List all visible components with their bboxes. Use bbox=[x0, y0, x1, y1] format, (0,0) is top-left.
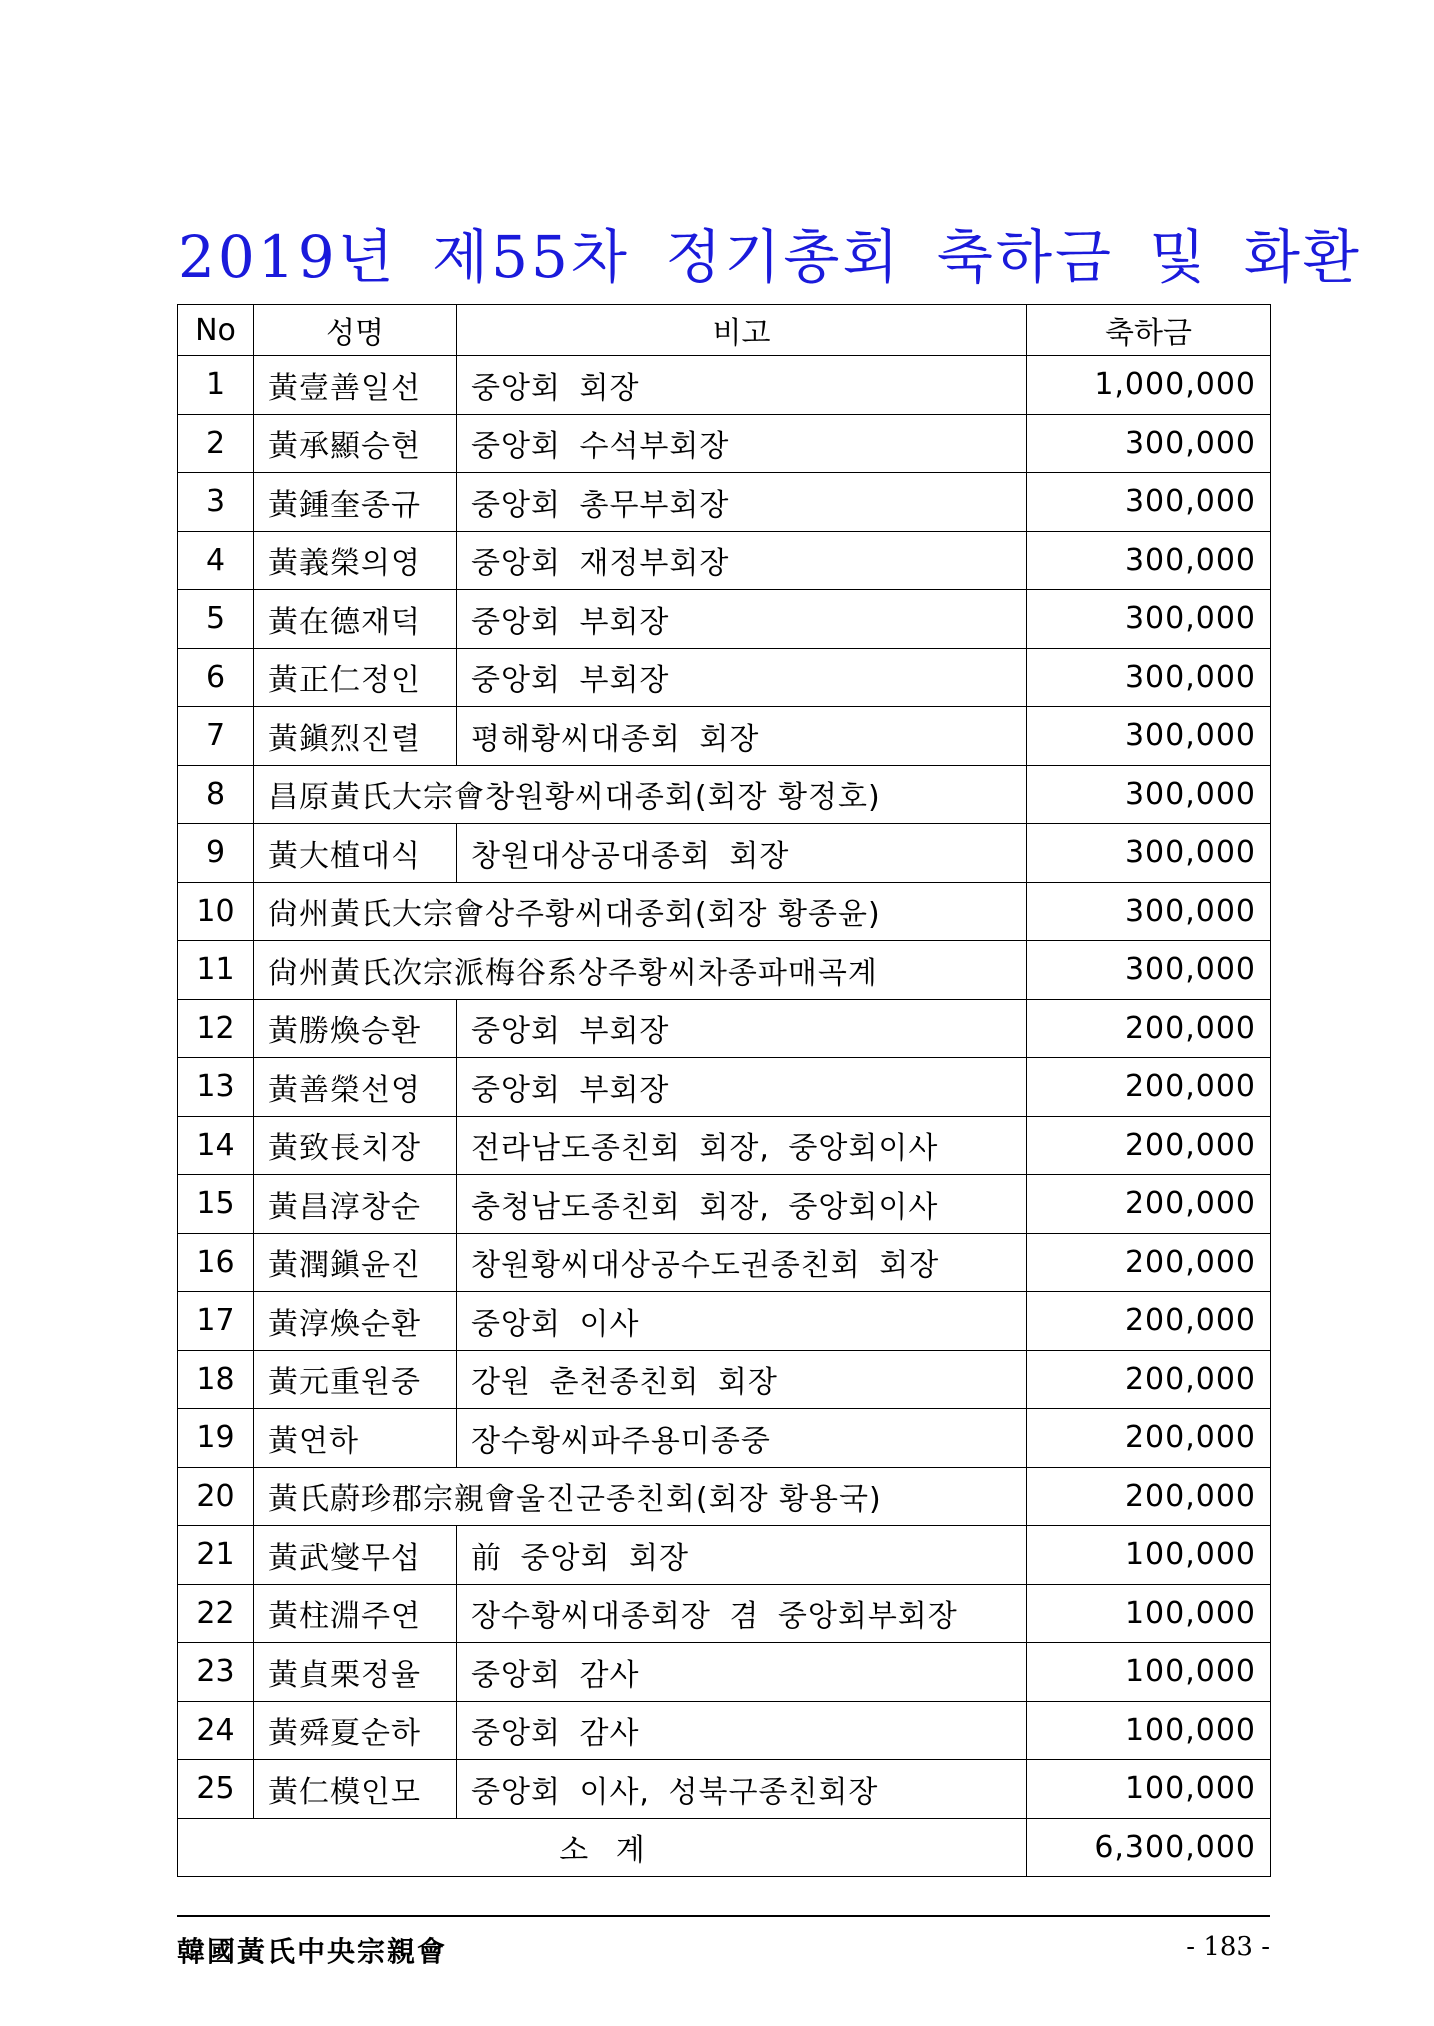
row-number: 15 bbox=[178, 1175, 254, 1234]
table-row bbox=[178, 414, 1271, 473]
row-note: 창원대상공대종회 회장 bbox=[457, 824, 1027, 883]
row-number: 4 bbox=[178, 531, 254, 590]
total-row bbox=[178, 1818, 1271, 1877]
row-amount: 100,000 bbox=[1027, 1760, 1271, 1819]
row-note: 중앙회 이사 bbox=[457, 1292, 1027, 1351]
table-row bbox=[178, 1292, 1271, 1351]
row-number: 11 bbox=[178, 941, 254, 1000]
row-number: 20 bbox=[178, 1467, 254, 1526]
footer-divider bbox=[177, 1915, 1270, 1917]
row-note: 중앙회 이사, 성북구종친회장 bbox=[457, 1760, 1027, 1819]
table-row bbox=[178, 941, 1271, 1000]
row-amount: 300,000 bbox=[1027, 590, 1271, 649]
table-row bbox=[178, 824, 1271, 883]
page-number: - 183 - bbox=[1186, 1932, 1270, 1962]
row-amount: 200,000 bbox=[1027, 1409, 1271, 1468]
table-row bbox=[178, 1233, 1271, 1292]
row-number: 8 bbox=[178, 765, 254, 824]
row-number: 6 bbox=[178, 648, 254, 707]
row-note: 평해황씨대종회 회장 bbox=[457, 707, 1027, 766]
row-number: 17 bbox=[178, 1292, 254, 1351]
row-name: 黃昌淳창순 bbox=[254, 1175, 457, 1234]
table-row bbox=[178, 648, 1271, 707]
row-number: 16 bbox=[178, 1233, 254, 1292]
table-row bbox=[178, 1584, 1271, 1643]
row-amount: 300,000 bbox=[1027, 765, 1271, 824]
row-note: 중앙회 부회장 bbox=[457, 648, 1027, 707]
header-name: 성명 bbox=[254, 305, 457, 356]
row-amount: 100,000 bbox=[1027, 1643, 1271, 1702]
row-amount: 300,000 bbox=[1027, 648, 1271, 707]
row-number: 1 bbox=[178, 356, 254, 415]
row-name: 黃柱淵주연 bbox=[254, 1584, 457, 1643]
row-amount: 300,000 bbox=[1027, 882, 1271, 941]
row-name: 黃元重원중 bbox=[254, 1350, 457, 1409]
row-number: 21 bbox=[178, 1526, 254, 1585]
row-name: 黃淳煥순환 bbox=[254, 1292, 457, 1351]
row-name: 黃致長치장 bbox=[254, 1116, 457, 1175]
row-amount: 300,000 bbox=[1027, 707, 1271, 766]
header-amount: 축하금 bbox=[1027, 305, 1271, 356]
row-number: 3 bbox=[178, 473, 254, 532]
table-row bbox=[178, 356, 1271, 415]
table-row bbox=[178, 473, 1271, 532]
row-note: 중앙회 수석부회장 bbox=[457, 414, 1027, 473]
row-name-note: 尙州黃氏大宗會상주황씨대종회(회장 황종윤) bbox=[254, 882, 1027, 941]
row-amount: 100,000 bbox=[1027, 1584, 1271, 1643]
row-amount: 100,000 bbox=[1027, 1526, 1271, 1585]
row-name: 黃承顯승현 bbox=[254, 414, 457, 473]
row-amount: 300,000 bbox=[1027, 531, 1271, 590]
row-amount: 300,000 bbox=[1027, 941, 1271, 1000]
row-name: 黃舜夏순하 bbox=[254, 1701, 457, 1760]
row-name: 黃연하 bbox=[254, 1409, 457, 1468]
row-number: 14 bbox=[178, 1116, 254, 1175]
row-number: 18 bbox=[178, 1350, 254, 1409]
footer-org-name: 韓國黃氏中央宗親會 bbox=[177, 1935, 448, 1968]
row-name-note: 尙州黃氏次宗派梅谷系상주황씨차종파매곡계 bbox=[254, 941, 1027, 1000]
row-number: 2 bbox=[178, 414, 254, 473]
row-number: 23 bbox=[178, 1643, 254, 1702]
row-name: 黃在德재덕 bbox=[254, 590, 457, 649]
row-number: 9 bbox=[178, 824, 254, 883]
row-amount: 200,000 bbox=[1027, 1058, 1271, 1117]
table-row bbox=[178, 1701, 1271, 1760]
row-amount: 200,000 bbox=[1027, 1292, 1271, 1351]
table-row bbox=[178, 1175, 1271, 1234]
row-name: 黃大植대식 bbox=[254, 824, 457, 883]
table-row bbox=[178, 1643, 1271, 1702]
row-name: 黃武燮무섭 bbox=[254, 1526, 457, 1585]
row-note: 장수황씨대종회장 겸 중앙회부회장 bbox=[457, 1584, 1027, 1643]
donation-table bbox=[177, 304, 1271, 1877]
row-note: 전라남도종친회 회장, 중앙회이사 bbox=[457, 1116, 1027, 1175]
row-note: 중앙회 감사 bbox=[457, 1701, 1027, 1760]
page-title: 2019년 제55차 정기총회 축하금 및 화환 bbox=[178, 223, 1362, 291]
row-number: 7 bbox=[178, 707, 254, 766]
table-row bbox=[178, 1058, 1271, 1117]
row-amount: 300,000 bbox=[1027, 473, 1271, 532]
row-name: 黃勝煥승환 bbox=[254, 999, 457, 1058]
row-note: 前 중앙회 회장 bbox=[457, 1526, 1027, 1585]
total-amount: 6,300,000 bbox=[1027, 1818, 1271, 1877]
row-note: 중앙회 회장 bbox=[457, 356, 1027, 415]
row-amount: 300,000 bbox=[1027, 414, 1271, 473]
table-row bbox=[178, 1467, 1271, 1526]
row-name: 黃正仁정인 bbox=[254, 648, 457, 707]
row-note: 중앙회 부회장 bbox=[457, 999, 1027, 1058]
table-row bbox=[178, 1350, 1271, 1409]
row-number: 19 bbox=[178, 1409, 254, 1468]
table-header-row bbox=[178, 305, 1271, 356]
row-amount: 300,000 bbox=[1027, 824, 1271, 883]
row-amount: 200,000 bbox=[1027, 1467, 1271, 1526]
row-name: 黃仁模인모 bbox=[254, 1760, 457, 1819]
row-name: 黃善榮선영 bbox=[254, 1058, 457, 1117]
row-name: 黃義榮의영 bbox=[254, 531, 457, 590]
row-name-note: 黃氏蔚珍郡宗親會울진군종친회(회장 황용국) bbox=[254, 1467, 1027, 1526]
row-number: 25 bbox=[178, 1760, 254, 1819]
row-note: 중앙회 부회장 bbox=[457, 590, 1027, 649]
row-number: 10 bbox=[178, 882, 254, 941]
table-row bbox=[178, 1526, 1271, 1585]
row-amount: 100,000 bbox=[1027, 1701, 1271, 1760]
row-amount: 200,000 bbox=[1027, 1350, 1271, 1409]
table-row bbox=[178, 882, 1271, 941]
table-row bbox=[178, 707, 1271, 766]
table-row bbox=[178, 1409, 1271, 1468]
row-number: 5 bbox=[178, 590, 254, 649]
table-row bbox=[178, 590, 1271, 649]
table-row bbox=[178, 999, 1271, 1058]
row-amount: 200,000 bbox=[1027, 1175, 1271, 1234]
row-amount: 200,000 bbox=[1027, 1233, 1271, 1292]
table-row bbox=[178, 1116, 1271, 1175]
row-name: 黃潤鎭윤진 bbox=[254, 1233, 457, 1292]
row-note: 중앙회 감사 bbox=[457, 1643, 1027, 1702]
row-name: 黃鎭烈진렬 bbox=[254, 707, 457, 766]
total-label: 소 계 bbox=[178, 1818, 1027, 1877]
header-no: No bbox=[178, 305, 254, 356]
header-note: 비고 bbox=[457, 305, 1027, 356]
row-number: 13 bbox=[178, 1058, 254, 1117]
row-name-note: 昌原黃氏大宗會창원황씨대종회(회장 황정호) bbox=[254, 765, 1027, 824]
row-name: 黃鍾奎종규 bbox=[254, 473, 457, 532]
row-note: 중앙회 부회장 bbox=[457, 1058, 1027, 1117]
row-note: 강원 춘천종친회 회장 bbox=[457, 1350, 1027, 1409]
row-name: 黃壹善일선 bbox=[254, 356, 457, 415]
row-note: 충청남도종친회 회장, 중앙회이사 bbox=[457, 1175, 1027, 1234]
table-row bbox=[178, 1760, 1271, 1819]
row-note: 중앙회 총무부회장 bbox=[457, 473, 1027, 532]
row-note: 장수황씨파주용미종중 bbox=[457, 1409, 1027, 1468]
row-number: 24 bbox=[178, 1701, 254, 1760]
row-number: 22 bbox=[178, 1584, 254, 1643]
row-name: 黃貞栗정율 bbox=[254, 1643, 457, 1702]
row-note: 창원황씨대상공수도권종친회 회장 bbox=[457, 1233, 1027, 1292]
row-amount: 200,000 bbox=[1027, 1116, 1271, 1175]
table-row bbox=[178, 531, 1271, 590]
row-note: 중앙회 재정부회장 bbox=[457, 531, 1027, 590]
row-amount: 200,000 bbox=[1027, 999, 1271, 1058]
row-number: 12 bbox=[178, 999, 254, 1058]
row-amount: 1,000,000 bbox=[1027, 356, 1271, 415]
table-row bbox=[178, 765, 1271, 824]
